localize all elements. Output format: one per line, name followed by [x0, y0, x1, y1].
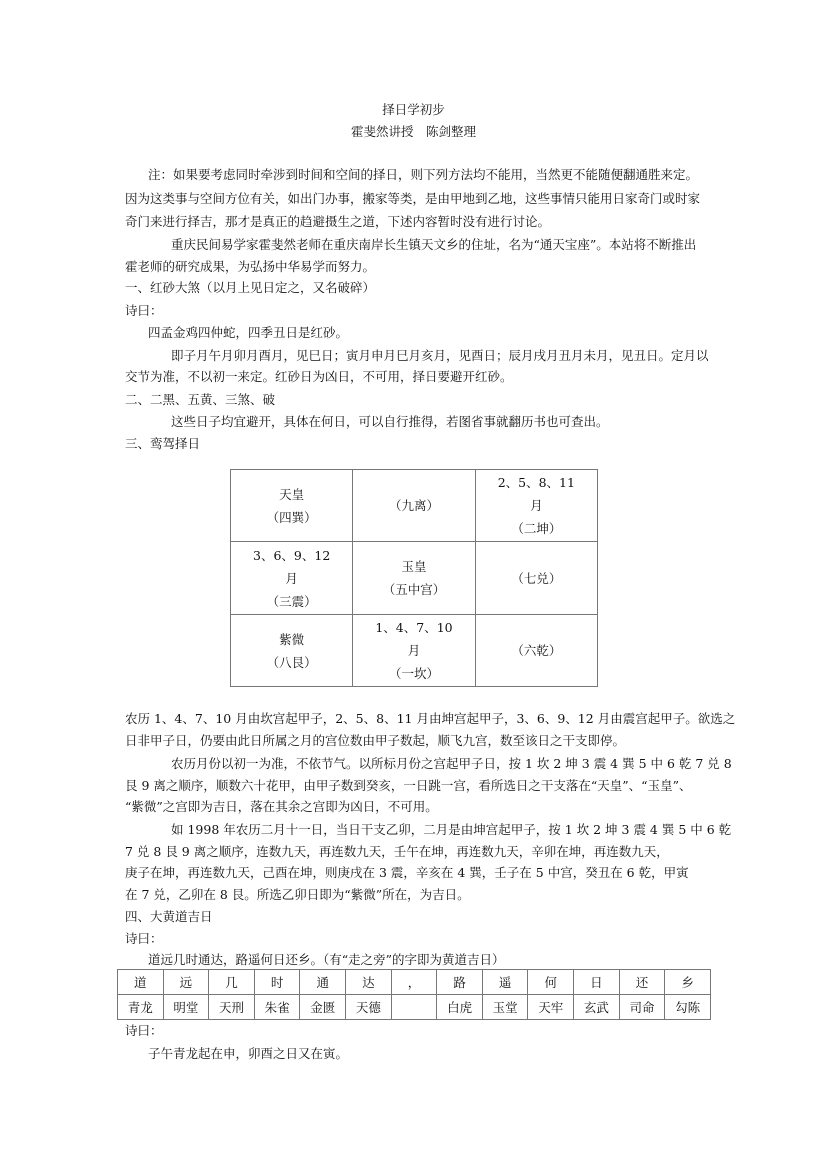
cell-line: （九离） [388, 498, 439, 513]
section-heading: 四、大黄道吉日 [125, 909, 213, 924]
table-cell: 达 [346, 970, 392, 995]
paragraph-line: 这些日子均宜避开，具体在何日，可以自行推得，若图省事就翻历书也可查出。 [171, 414, 609, 429]
cell-line: 天皇 [279, 486, 305, 502]
cell-line: 月 [407, 643, 421, 658]
note-line: 奇门来进行择吉，那才是真正的趋避摄生之道，下述内容暂时没有进行讨论。 [125, 214, 551, 229]
table-cell: 还 [619, 970, 665, 995]
poem-line: 道远几时通达，路遥何日还乡。（有“走之旁”的字即为黄道吉日） [148, 952, 505, 967]
note-line: 注：如果要考虑同时牵涉到时间和空间的择日，则下列方法均不能用，当然更不能随便翻通胜来定。 [148, 167, 699, 182]
paragraph-line: “紫微”之宫即为吉日，落在其余之宫即为凶日，不可用。 [125, 799, 438, 814]
cell-line: （八艮） [266, 654, 317, 670]
palace-cell [475, 615, 597, 687]
table-cell: 天牢 [528, 995, 574, 1020]
palace-cell [231, 542, 353, 615]
table-cell: 玄武 [574, 995, 620, 1020]
table-cell: 金匮 [300, 995, 346, 1020]
palace-cell [353, 542, 475, 615]
table-row [118, 995, 711, 1020]
palace-cell [231, 615, 353, 687]
cell-line: 月 [285, 570, 298, 586]
table-cell: 时 [254, 970, 300, 995]
table-cell [391, 995, 437, 1020]
paragraph-line: 农历月份以初一为准，不依节气。以所标月份之宫起甲子日，按 1 坎 2 坤 3 震 4 巽 5 中 6 乾 7 兑 8 [171, 756, 732, 771]
cell-line: 3、6、9、12 [253, 547, 331, 563]
table-cell: 道 [118, 970, 164, 995]
table-cell: 天刑 [209, 995, 255, 1020]
cell-line: （三震） [266, 593, 317, 609]
paragraph-line: 7 兑 8 艮 9 离之顺序，连数九天，再连数九天，壬午在坤，再连数九天，辛卯在坤，再连数九天， [125, 844, 669, 859]
palace-cell [475, 470, 597, 542]
cell-line: （二坤） [511, 521, 562, 536]
table-cell: 玉堂 [482, 995, 528, 1020]
table-cell: 路 [437, 970, 483, 995]
table-cell: 司命 [619, 995, 665, 1020]
table-row [118, 970, 711, 995]
doc-byline: 霍斐然讲授 陈剑整理 [350, 124, 476, 139]
table-cell: 白虎 [437, 995, 483, 1020]
intro-line: 霍老师的研究成果，为弘扬中华易学而努力。 [125, 259, 376, 274]
paragraph-line: 即子月午月卯月酉月，见巳日；寅月申月巳月亥月，见酉日；辰月戌月丑月未月，见丑日。定月以 [171, 348, 709, 363]
cell-line: （一坎） [388, 666, 439, 681]
note-line: 因为这类事与空间方位有关，如出门办事，搬家等类，是由甲地到乙地，这些事情只能用日家奇门或时家 [125, 191, 701, 206]
intro-line: 重庆民间易学家霍斐然老师在重庆南岸长生镇天文乡的住址，名为“通天宝座”。本站将不断推出 [171, 237, 697, 252]
cell-line: 1、4、7、10 [375, 620, 453, 635]
paragraph-line: 日非甲子日，仍要由此日所属之月的宫位数由甲子数起，顺飞九宫，数至该日之干支即停。 [125, 733, 626, 748]
palace-cell [231, 470, 353, 542]
section-heading: 一、红砂大煞（以月上见日定之，又名破碎） [125, 280, 376, 295]
poem-line: 子午青龙起在申，卯酉之日又在寅。 [148, 1046, 349, 1061]
table-cell: 遥 [482, 970, 528, 995]
cell-line: 月 [530, 498, 543, 513]
table-cell: 日 [574, 970, 620, 995]
huangdao-table [117, 969, 711, 1020]
poem-label: 诗曰： [125, 931, 163, 946]
table-cell: 远 [163, 970, 209, 995]
table-cell: 何 [528, 970, 574, 995]
palace-cell [353, 470, 475, 542]
paragraph-line: 艮 9 离之顺序，顺数六十花甲，由甲子数到癸亥，一日跳一宫，看所选日之干支落在“天皇”、“玉皇”、 [125, 778, 692, 793]
table-cell: 青龙 [118, 995, 164, 1020]
cell-line: 2、5、8、11 [497, 475, 575, 490]
paragraph-line: 交节为准，不以初一来定。红砂日为凶日，不可用，择日要避开红砂。 [125, 369, 513, 384]
section-heading: 三、鸾驾择日 [125, 436, 201, 451]
nine-palace-grid [230, 469, 598, 687]
cell-line: （五中宫） [382, 582, 446, 597]
palace-cell [475, 542, 597, 615]
doc-title: 择日学初步 [382, 102, 445, 117]
section-heading: 二、二黑、五黄、三煞、破 [125, 392, 276, 407]
paragraph-line: 庚子在坤，再连数九天，己酉在坤，则庚戌在 3 震，辛亥在 4 巽，壬子在 5 中宫，癸丑在 6 乾，甲寅 [125, 865, 689, 880]
cell-line: 紫微 [279, 631, 305, 647]
cell-line: （四巽） [266, 509, 317, 525]
paragraph-line: 在 7 兑，乙卯在 8 艮。所选乙卯日即为“紫微”所在，为吉日。 [125, 887, 470, 902]
paragraph-line: 农历 1、4、7、10 月由坎宫起甲子，2、5、8、11 月由坤宫起甲子，3、6、9、12 月由震宫起甲子。欲选之 [125, 711, 736, 726]
cell-line: 玉皇 [401, 559, 427, 574]
table-cell: 通 [300, 970, 346, 995]
table-cell: ， [391, 970, 437, 995]
table-cell: 乡 [665, 970, 711, 995]
cell-line: （七兑） [511, 570, 562, 586]
cell-line: （六乾） [511, 643, 562, 658]
poem-label: 诗曰： [125, 1023, 163, 1038]
palace-cell [353, 615, 475, 687]
table-cell: 几 [209, 970, 255, 995]
paragraph-line: 如 1998 年农历二月十一日，当日干支乙卯，二月是由坤宫起甲子，按 1 坎 2 坤 3 震 4 巽 5 中 6 乾 [171, 822, 732, 837]
table-cell: 朱雀 [254, 995, 300, 1020]
poem-line: 四孟金鸡四仲蛇，四季丑日是红砂。 [148, 325, 349, 340]
poem-label: 诗曰： [125, 303, 163, 318]
table-cell: 明堂 [163, 995, 209, 1020]
table-cell: 勾陈 [665, 995, 711, 1020]
table-cell: 天德 [346, 995, 392, 1020]
